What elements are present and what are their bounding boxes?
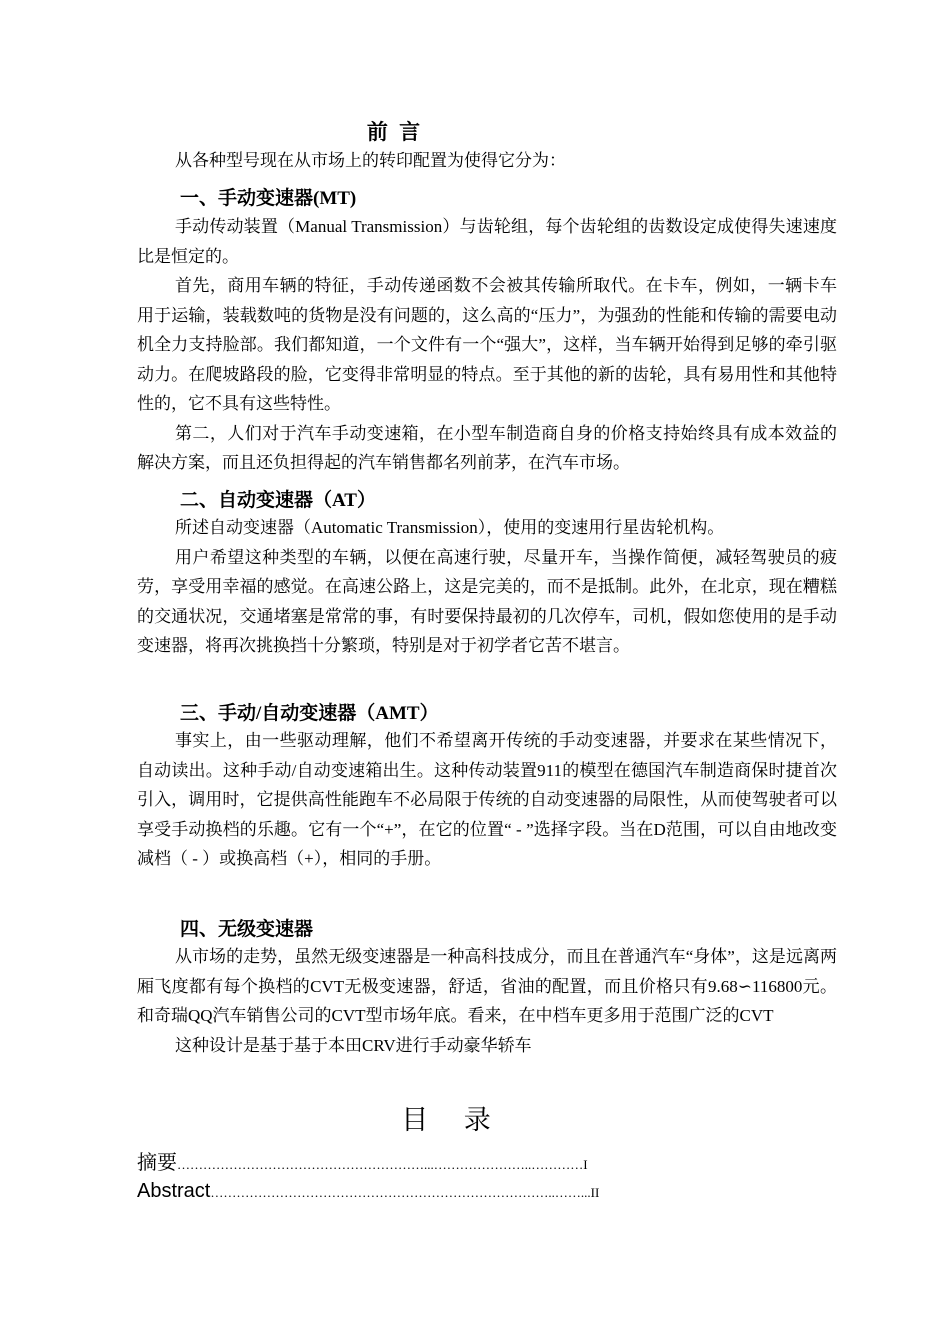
page-title: 前 言: [366, 120, 424, 144]
intro-block: [137, 146, 837, 176]
section-body-mt: [137, 212, 837, 478]
section-heading-at: 二、自动变速器（AT）: [180, 490, 376, 511]
toc-leader-dots: ……………………………………………………………………..……...: [210, 1185, 591, 1200]
intro-paragraph: 从各种型号现在从市场上的转印配置为使得它分为：: [175, 151, 566, 170]
paragraph: 第二，人们对于汽车手动变速箱，在小型车制造商自身的价格支持始终具有成本效益的解决方案，而且还负担得起的汽车销售都名列前茅，在汽车市场。: [137, 423, 837, 472]
toc-entry-label: Abstract: [137, 1180, 211, 1202]
paragraph: 手动传动装置（Manual Transmission）与齿轮组，每个齿轮组的齿数设定成使得失速速度比是恒定的。: [137, 217, 837, 266]
section-body-amt: [137, 726, 837, 874]
paragraph: 这种设计是基于基于本田CRV进行手动豪华轿车: [175, 1035, 532, 1055]
paragraph: 从市场的走势，虽然无级变速器是一种高科技成分，而且在普通汽车“身体”，这是远离两厢飞度都有每个换档的CVT无极变速器，舒适，省油的配置，而且价格只有9.68∽116800元。和奇瑞QQ汽车销售公司的CVT型市场年底。看来，在中档车更多用于范围广泛的CVT: [137, 947, 837, 1025]
paragraph: 首先，商用车辆的特征，手动传递函数不会被其传输所取代。在卡车，例如，一辆卡车用于运输，装载数吨的货物是没有问题的，这么高的“压力”，为强劲的性能和传输的需要电动机全力支持脸部。我们都知道，一个文件有一个“强大”，这样，当车辆开始得到足够的牵引驱动力。在爬坡路段的脸，它变得非常明显的特点。至于其他的新的齿轮，具有易用性和其他特性的，它不具有这些特性。: [137, 276, 837, 413]
paragraph: 所述自动变速器（Automatic Transmission），使用的变速用行星齿轮机构。: [175, 518, 725, 537]
paragraph: 用户希望这种类型的车辆，以便在高速行驶，尽量开车，当操作简便，减轻驾驶员的疲劳，享受用幸福的感觉。在高速公路上，这是完美的，而不是抵制。此外，在北京，现在糟糕的交通状况，交通堵塞是常常的事，有时要保持最初的几次停车，司机，假如您使用的是手动变速器，将再次挑换挡十分繁琐，特别是对于初学者它苦不堪言。: [137, 547, 837, 655]
section-heading-amt: 三、手动/自动变速器（AMT）: [180, 703, 439, 724]
toc-title: 目 录: [401, 1105, 505, 1135]
toc-entry[interactable]: [137, 1146, 757, 1176]
toc-page-number: II: [590, 1185, 600, 1200]
section-body-at: [137, 513, 837, 661]
toc-entry-label: 摘要: [137, 1152, 177, 1174]
section-heading-mt: 一、手动变速器(MT): [180, 188, 357, 209]
section-heading-cvt: 四、无级变速器: [180, 919, 314, 940]
toc-leader-dots: …………………………………………………...…………………..…………: [177, 1157, 584, 1172]
section-body-cvt: [137, 942, 837, 1060]
toc-entry[interactable]: [137, 1180, 757, 1210]
paragraph: 事实上，由一些驱动理解，他们不希望离开传统的手动变速器，并要求在某些情况下，自动读出。这种手动/自动变速箱出生。这种传动装置911的模型在德国汽车制造商保时捷首次引入，调用时，它提供高性能跑车不必局限于传统的自动变速器的局限性，从而使驾驶者可以享受手动换档的乐趣。它有一个“+”，在它的位置“ - ”选择字段。当在D范围，可以自由地改变减档（ - ）或换高档（+），相同的手册。: [137, 731, 837, 868]
toc-page-number: I: [583, 1157, 588, 1172]
